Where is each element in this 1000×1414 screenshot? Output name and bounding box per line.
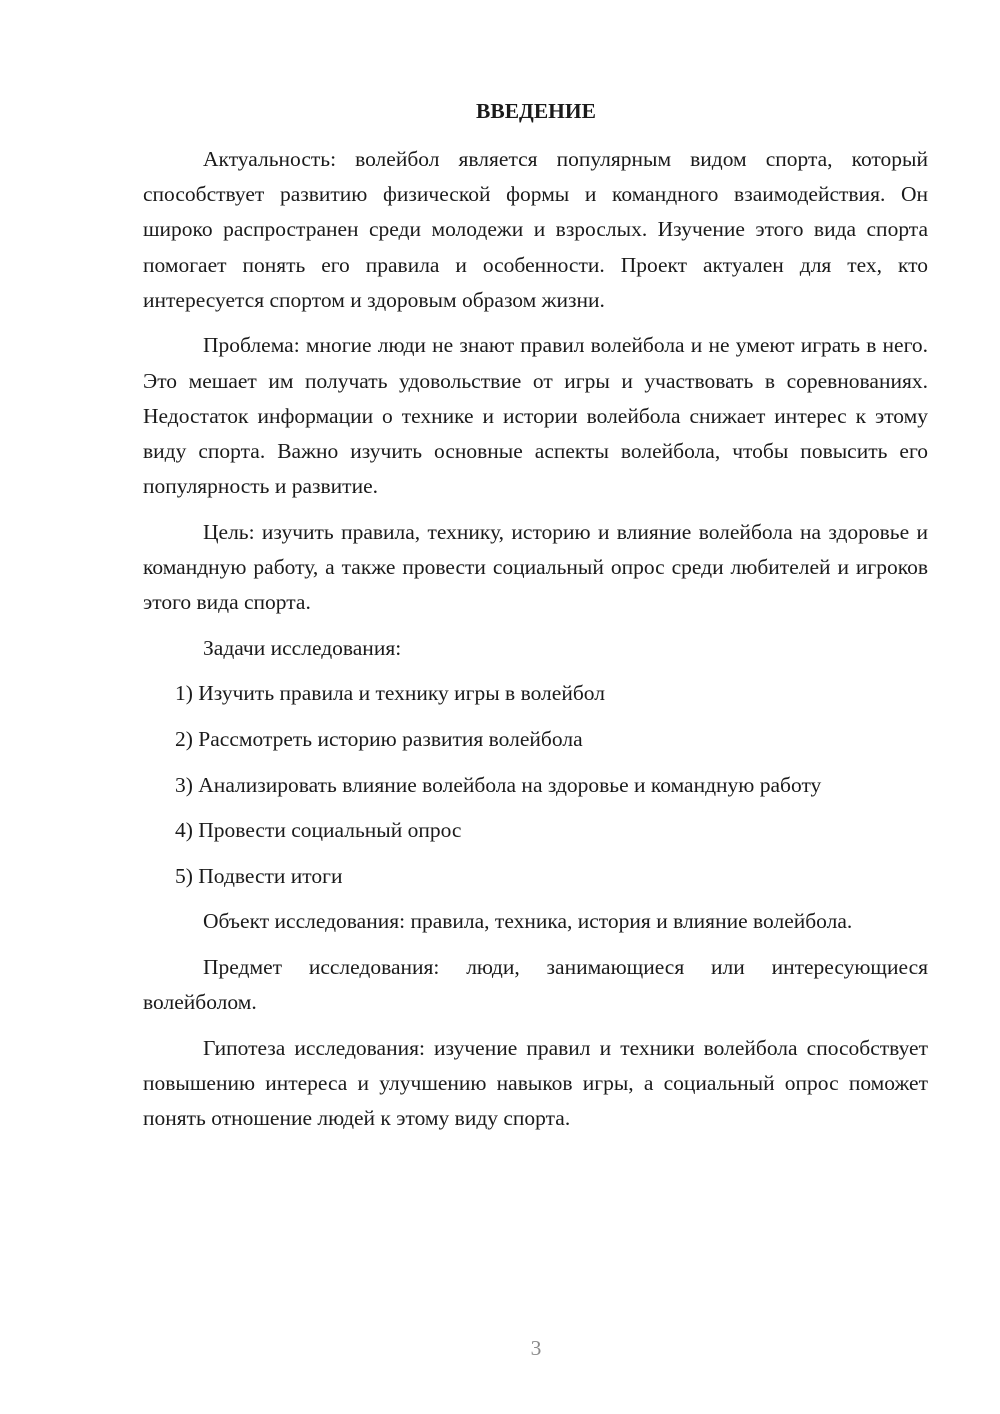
paragraph-object: Объект исследования: правила, техника, история и влияние волейбола. xyxy=(203,909,853,934)
task-item-3: 3) Анализировать влияние волейбола на здоровье и командную работу xyxy=(175,772,822,797)
task-item-1: 1) Изучить правила и технику игры в волейбол xyxy=(175,681,605,706)
task-item-2: 2) Рассмотреть историю развития волейбола xyxy=(175,727,583,751)
paragraph-problem: Проблема: многие люди не знают правил волейбола и не умеют играть в него. Это мешает им получать удовольствие от игры и участвовать в соревнованиях. Недостаток информации о технике и истории волейбола снижает интерес к этому виду спорта. Важно изучить основные аспекты волейбола, чтобы повысить его популярность и развитие. xyxy=(143,333,928,499)
page-number: 3 xyxy=(530,1336,542,1360)
paragraph-hypothesis: Гипотеза исследования: изучение правил и техники волейбола способствует повышению интереса и улучшению навыков игры, а социальный опрос поможет понять отношение людей к этому виду спорта. xyxy=(143,1035,928,1131)
document-body xyxy=(143,142,928,1147)
paragraph-subject: Предмет исследования: люди, занимающиеся или интересующиеся волейболом. xyxy=(143,954,928,1015)
paragraph-relevance: Актуальность: волейбол является популярным видом спорта, который способствует развитию физической формы и командного взаимодействия. Он широко распространен среди молодежи и взрослых. Изучение этого вида спорта помогает понять его правила и особенности. Проект актуален для тех, кто интересуется спортом и здоровым образом жизни. xyxy=(143,147,928,312)
paragraph-goal: Цель: изучить правила, технику, историю и влияние волейбола на здоровье и командную работу, а также провести социальный опрос среди любителей и игроков этого вида спорта. xyxy=(143,519,928,615)
paragraph-tasks-heading: Задачи исследования: xyxy=(203,635,402,660)
section-title: ВВЕДЕНИЕ xyxy=(476,99,596,123)
task-item-5: 5) Подвести итоги xyxy=(175,863,343,888)
task-item-4: 4) Провести социальный опрос xyxy=(175,818,462,843)
